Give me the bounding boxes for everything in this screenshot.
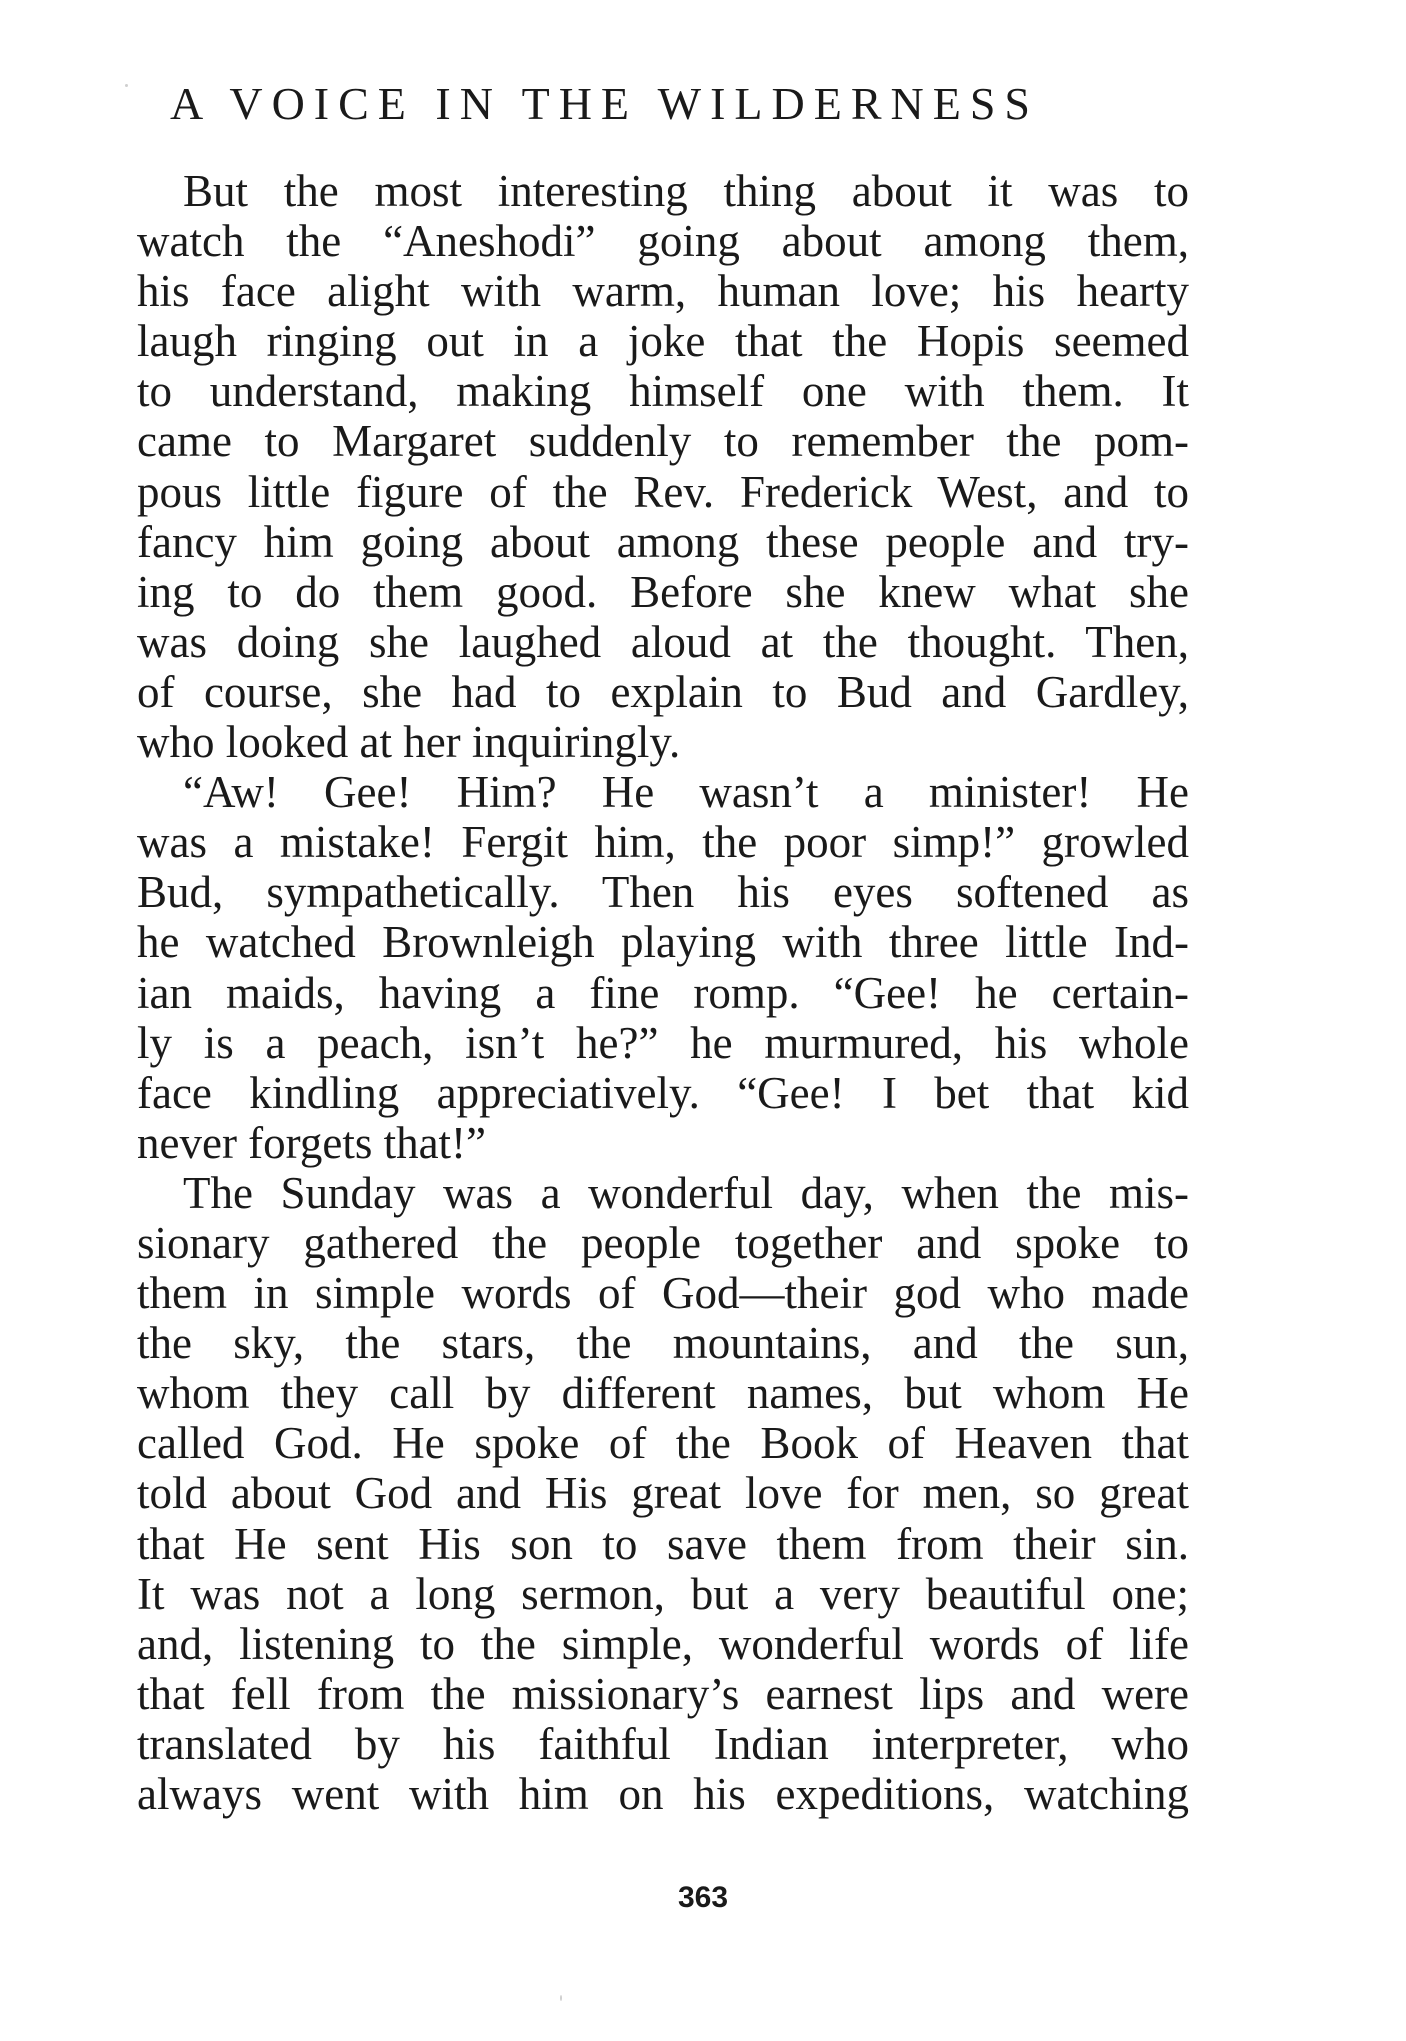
- text-line: and, listening to the simple, wonderful words of life: [137, 1618, 1189, 1669]
- text-line: whom they call by different names, but whom He: [137, 1368, 1189, 1419]
- text-line: watch the “Aneshodi” going about among them,: [137, 216, 1189, 267]
- running-head: A VOICE IN THE WILDERNESS: [170, 78, 1039, 129]
- text-line: ly is a peach, isn’t he?” he murmured, his whole: [137, 1017, 1189, 1068]
- text-line: fancy him going about among these people and try-: [137, 516, 1189, 567]
- paragraph: [137, 767, 1189, 1168]
- text-line: was a mistake! Fergit him, the poor simp!” growled: [137, 817, 1189, 868]
- text-line: that fell from the missionary’s earnest lips and were: [137, 1668, 1189, 1719]
- text-line: The Sunday was a wonderful day, when the mis-: [183, 1167, 1189, 1218]
- text-line: told about God and His great love for men, so great: [137, 1468, 1189, 1519]
- text-line: always went with him on his expeditions, watching: [137, 1769, 1189, 1819]
- body-text: [137, 166, 1189, 1819]
- print-speck: [125, 84, 128, 87]
- page-number: 363: [677, 1881, 729, 1914]
- text-line: never forgets that!”: [137, 1117, 487, 1168]
- text-line: It was not a long sermon, but a very beautiful one;: [137, 1568, 1189, 1619]
- text-line: to understand, making himself one with them. It: [137, 366, 1189, 417]
- text-line: the sky, the stars, the mountains, and the sun,: [137, 1318, 1189, 1369]
- text-line: translated by his faithful Indian interpreter, who: [137, 1718, 1189, 1769]
- text-line: “Aw! Gee! Him? He wasn’t a minister! He: [183, 767, 1189, 818]
- text-line: laugh ringing out in a joke that the Hopis seemed: [137, 316, 1189, 367]
- text-line: came to Margaret suddenly to remember the pom-: [137, 416, 1189, 467]
- text-line: But the most interesting thing about it was to: [183, 166, 1189, 216]
- text-line: Bud, sympathetically. Then his eyes softened as: [137, 867, 1189, 918]
- text-line: that He sent His son to save them from their sin.: [137, 1518, 1189, 1569]
- text-line: ing to do them good. Before she knew what she: [137, 566, 1189, 617]
- text-line: called God. He spoke of the Book of Heaven that: [137, 1418, 1189, 1469]
- text-line: who looked at her inquiringly.: [137, 717, 681, 768]
- paragraph: [137, 166, 1189, 767]
- text-line: was doing she laughed aloud at the thought. Then,: [137, 616, 1189, 667]
- text-line: pous little figure of the Rev. Frederick West, and to: [137, 466, 1189, 517]
- text-line: face kindling appreciatively. “Gee! I bet that kid: [137, 1067, 1189, 1118]
- text-line: sionary gathered the people together and spoke to: [137, 1217, 1189, 1268]
- text-line: of course, she had to explain to Bud and Gardley,: [137, 666, 1189, 717]
- text-line: he watched Brownleigh playing with three little Ind-: [137, 917, 1189, 968]
- text-line: his face alight with warm, human love; his hearty: [137, 266, 1189, 317]
- text-line: ian maids, having a fine romp. “Gee! he certain-: [137, 967, 1189, 1018]
- paragraph: [137, 1168, 1189, 1819]
- text-line: them in simple words of God—their god who made: [137, 1268, 1189, 1319]
- print-speck: [560, 1995, 562, 2001]
